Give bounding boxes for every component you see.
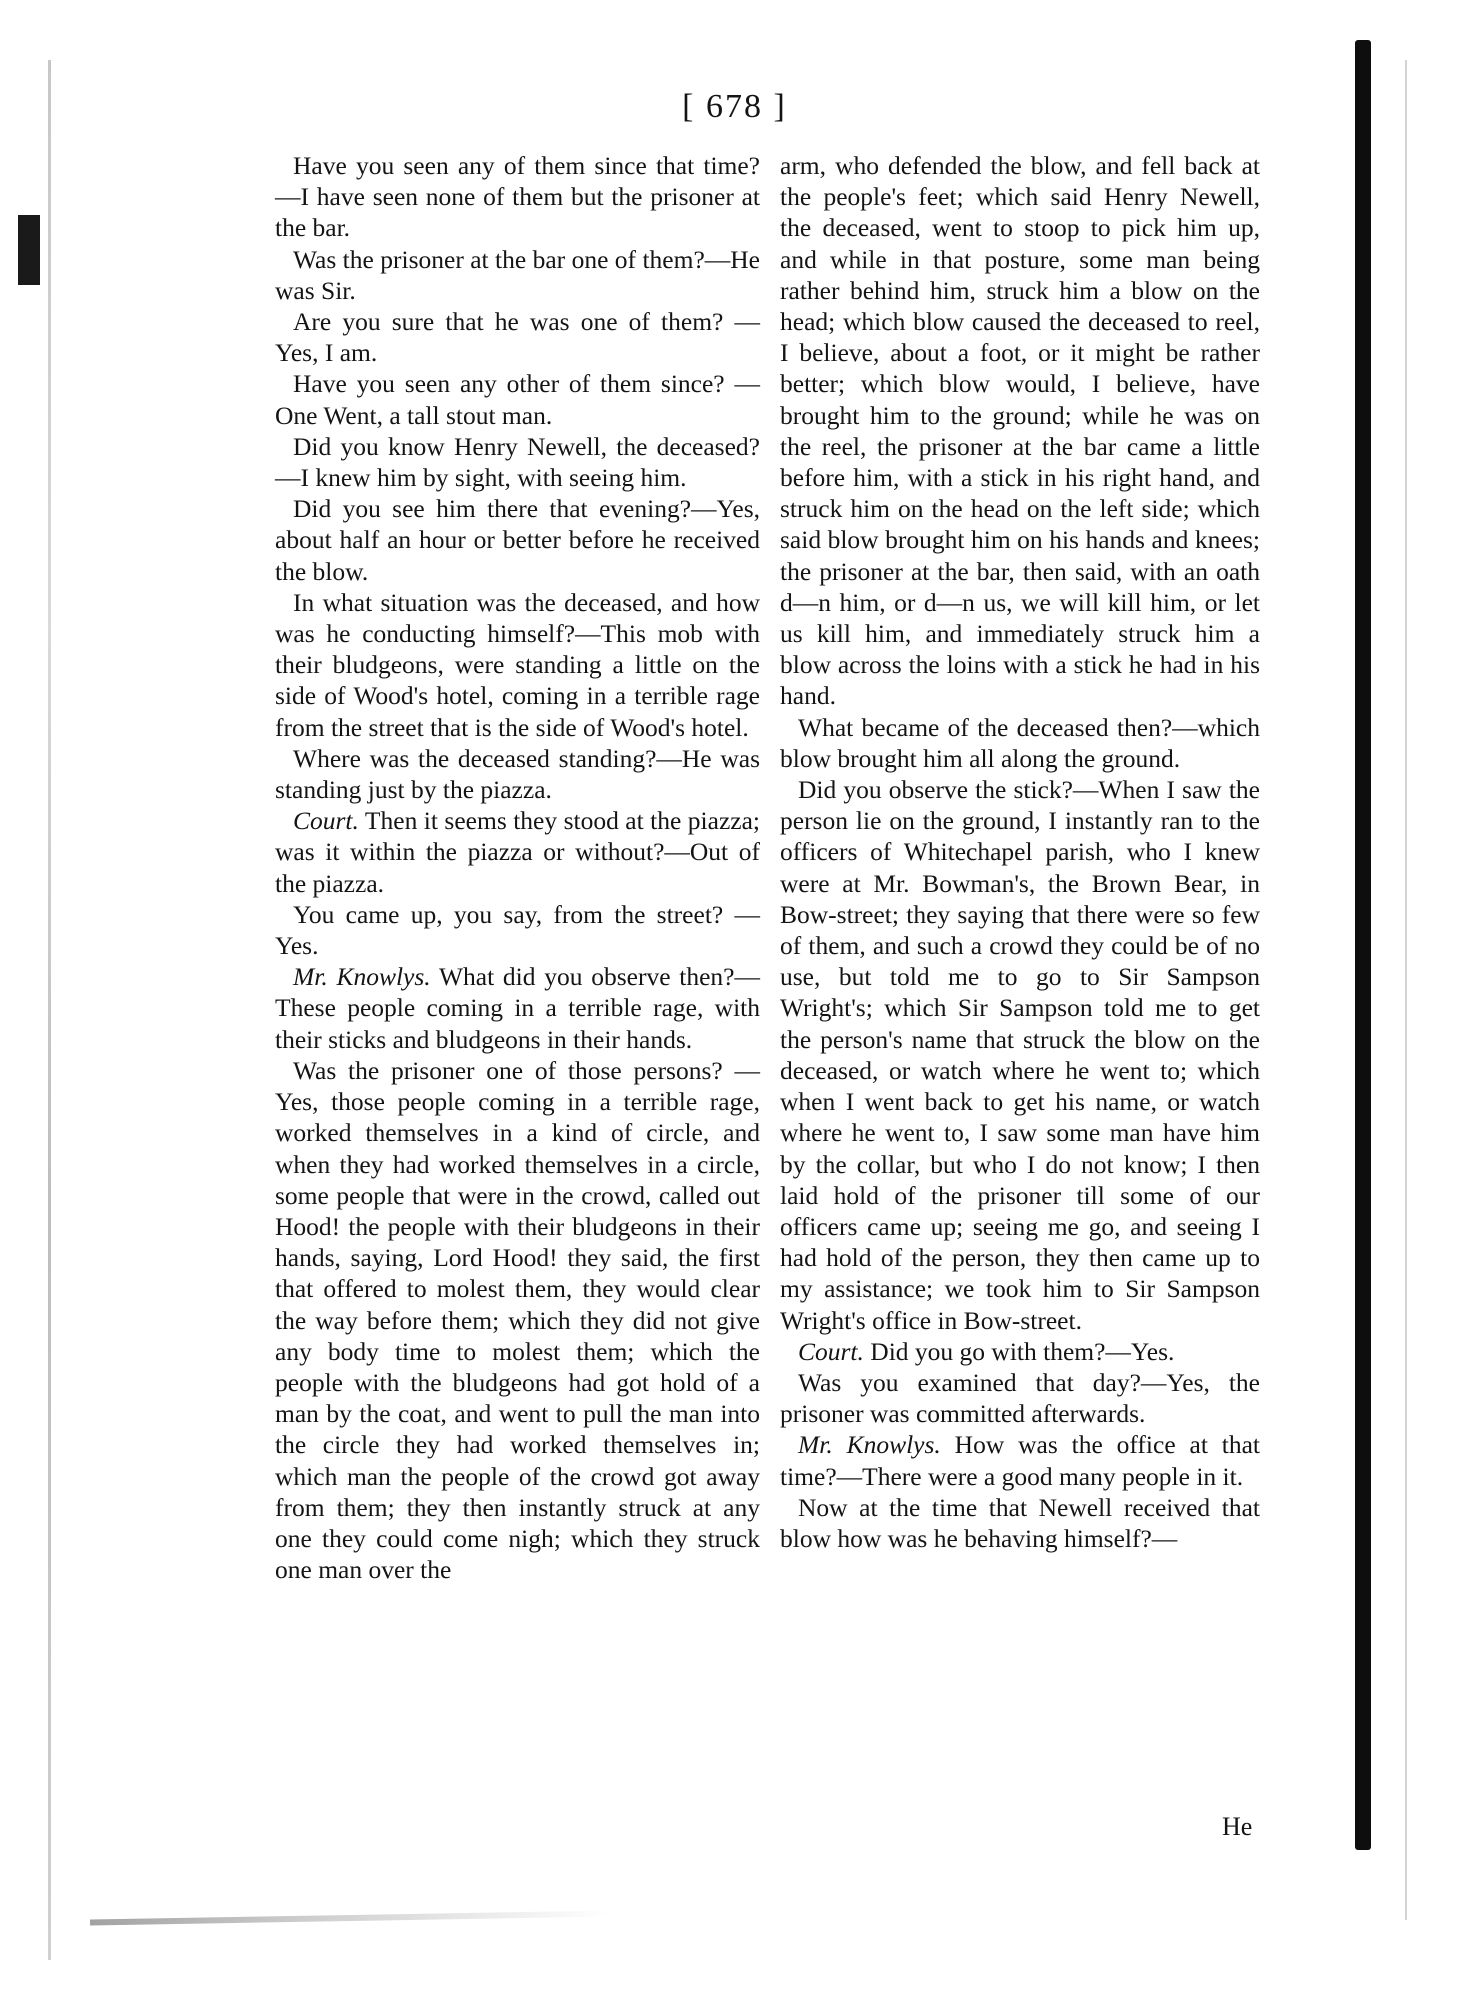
paragraph-text: Then it seems they stood at the piazza; was it within the piazza or without?—Out of the piazza. bbox=[275, 806, 760, 898]
paragraph bbox=[780, 150, 1260, 712]
paragraph-text: Did you see him there that evening?—Yes, about half an hour or better before he received the blow. bbox=[275, 494, 760, 586]
paragraph bbox=[275, 368, 760, 430]
catchword: He bbox=[1222, 1812, 1253, 1841]
speaker-label: Mr. Knowlys. bbox=[798, 1430, 941, 1460]
paragraph bbox=[275, 150, 760, 244]
paragraph-text: Did you go with them?—Yes. bbox=[870, 1336, 1175, 1366]
paragraph-text: Did you observe the stick?—When I saw the person lie on the ground, I instantly ran to the officers of Whitechapel parish, who I knew were at Mr. Bowman's, the Brown Bear, in Bow-street; they saying that there were so few of them, and such a crowd they could be of no use, but told me to go to Sir Sampson Wright's; which Sir Sampson told me to get the person's name that struck the blow on the deceased, or watch where he went to; which when I went back to get his name, or watch where he went to, I saw some man have him by the collar, but who I do not know; I then laid hold of the prisoner till some of our officers came up; seeing me go, and seeing I had hold of the person, they then came up to my assistance; we took him to Sir Sampson Wright's office in Bow-street. bbox=[780, 775, 1260, 1335]
paragraph-text: Have you seen any other of them since? —One Went, a tall stout man. bbox=[275, 369, 760, 430]
paragraph bbox=[780, 1492, 1260, 1554]
right-column bbox=[780, 150, 1260, 1554]
speaker-label: Court. bbox=[798, 1336, 864, 1366]
right-binding-bar bbox=[1355, 40, 1371, 1850]
paragraph-text: Have you seen any of them since that time?—I have seen none of them but the prisoner at the bar. bbox=[275, 151, 760, 243]
paragraph-text: What did you observe then?—These people coming in a terrible rage, with their sticks and bludgeons in their hands. bbox=[275, 962, 760, 1054]
paragraph-text: arm, who defended the blow, and fell back at the people's feet; which said Henry Newell, the deceased, went to stoop to pick him up, and while in that posture, some man being rather behind him, struck him a blow on the head; which blow caused the deceased to reel, I believe, about a foot, or it might be rather better; which blow would, I believe, have brought him to the ground; while he was on the reel, the prisoner at the bar came a little before him, with a stick in his right hand, and struck him on the head on the left side; which said blow brought him on his hands and knees; the prisoner at the bar, then said, with an oath d—n him, or d—n us, we will kill him, or let us kill him, and immediately struck him a blow across the loins with a stick he had in his hand. bbox=[780, 151, 1260, 711]
page-number: [ 678 ] bbox=[682, 88, 787, 125]
paragraph-text: What became of the deceased then?—which blow brought him all along the ground. bbox=[780, 712, 1260, 773]
paragraph bbox=[275, 961, 760, 1055]
paragraph bbox=[275, 493, 760, 587]
paragraph-text: Was the prisoner at the bar one of them?—He was Sir. bbox=[275, 244, 760, 305]
paragraph bbox=[275, 306, 760, 368]
binding-mark bbox=[18, 215, 40, 285]
paragraph-text: Was the prisoner one of those persons? —Yes, those people coming in a terrible rage, worked themselves in a kind of circle, and when they had worked themselves in a circle, some people that were in the crowd, called out Hood! the people with their bludgeons in their hands, saying, Lord Hood! they said, the first that offered to molest them, they would clear the way before them; which they did not give any body time to molest them; which the people with the bludgeons had got hold of a man by the coat, and went to pull the man into the circle they had worked themselves in; which man the people of the crowd got away from them; they then instantly struck at any one they could come nigh; which they struck one man over the bbox=[275, 1055, 760, 1585]
paragraph bbox=[275, 431, 760, 493]
paragraph bbox=[275, 587, 760, 743]
paragraph bbox=[780, 774, 1260, 1336]
paragraph-text: How was the office at that time?—There were a good many people in it. bbox=[780, 1430, 1261, 1491]
paragraph-text: Are you sure that he was one of them? —Yes, I am. bbox=[275, 307, 760, 368]
paragraph-text: In what situation was the deceased, and how was he conducting himself?—This mob with their bludgeons, were standing a little on the side of Wood's hotel, coming in a terrible rage from the street that is the side of Wood's hotel. bbox=[275, 587, 760, 742]
left-column bbox=[275, 150, 760, 1585]
paragraph-text: Where was the deceased standing?—He was standing just by the piazza. bbox=[275, 743, 760, 805]
paragraph bbox=[275, 743, 760, 805]
right-page-edge bbox=[1405, 60, 1407, 1920]
paragraph-text: Now at the time that Newell received that blow how was he behaving himself?— bbox=[780, 1492, 1260, 1553]
speaker-label: Court. bbox=[293, 806, 359, 836]
paragraph-text: Did you know Henry Newell, the deceased?—I knew him by sight, with seeing him. bbox=[275, 431, 760, 493]
paragraph bbox=[780, 712, 1260, 774]
paragraph bbox=[275, 899, 760, 961]
speaker-label: Mr. Knowlys. bbox=[293, 962, 431, 992]
paragraph-text: You came up, you say, from the street? —Yes. bbox=[275, 899, 760, 961]
paragraph bbox=[275, 244, 760, 306]
left-page-edge bbox=[48, 60, 51, 1960]
paragraph-text: Was you examined that day?—Yes, the prisoner was committed afterwards. bbox=[780, 1367, 1260, 1429]
paragraph bbox=[780, 1429, 1260, 1491]
paragraph bbox=[275, 1055, 760, 1585]
paragraph bbox=[275, 805, 760, 899]
paragraph bbox=[780, 1336, 1260, 1367]
bottom-smudge bbox=[90, 1910, 610, 1925]
paragraph bbox=[780, 1367, 1260, 1429]
